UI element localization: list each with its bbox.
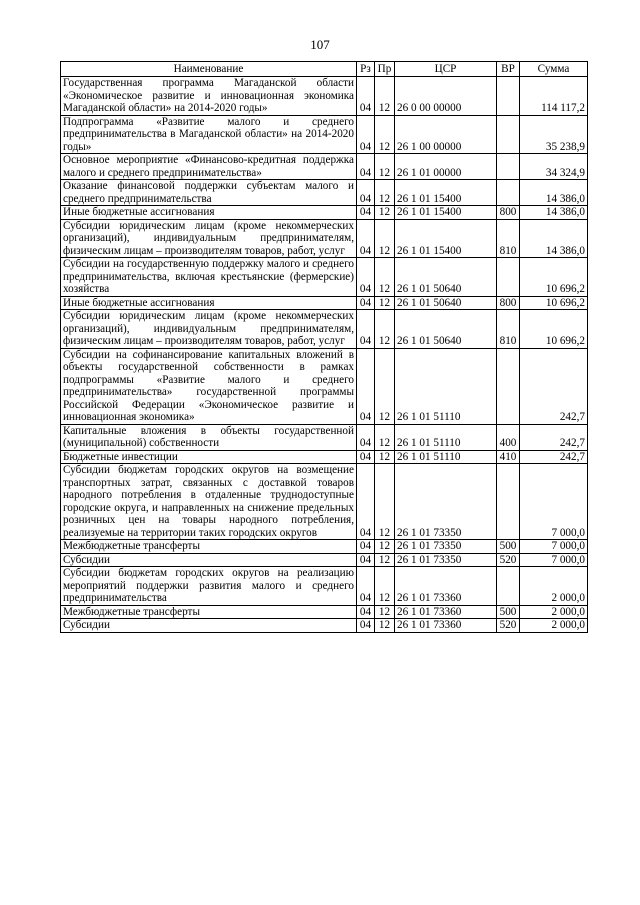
cell-csr: 26 1 01 73350 xyxy=(395,540,497,554)
cell-csr: 26 1 01 51110 xyxy=(395,450,497,464)
cell-sum: 7 000,0 xyxy=(520,553,588,567)
cell-vr: 520 xyxy=(497,553,520,567)
table-row xyxy=(61,348,588,424)
cell-sum: 14 386,0 xyxy=(520,180,588,206)
cell-csr: 26 1 01 73360 xyxy=(395,605,497,619)
cell-name: Подпрограмма «Развитие малого и среднего предпринимательства в Магаданской области» на 2014-2020 годы» xyxy=(61,115,357,154)
cell-sum: 10 696,2 xyxy=(520,258,588,297)
cell-csr: 26 1 01 50640 xyxy=(395,296,497,310)
cell-sum: 14 386,0 xyxy=(520,219,588,258)
cell-rz: 04 xyxy=(357,115,375,154)
column-header-name: Наименование xyxy=(61,62,357,77)
cell-rz: 04 xyxy=(357,206,375,220)
table-row xyxy=(61,258,588,297)
cell-csr: 26 1 01 51110 xyxy=(395,348,497,424)
cell-name: Оказание финансовой поддержки субъектам малого и среднего предпринимательства xyxy=(61,180,357,206)
table-row xyxy=(61,296,588,310)
cell-pr: 12 xyxy=(375,567,395,606)
cell-rz: 04 xyxy=(357,424,375,450)
table-row xyxy=(61,567,588,606)
cell-vr: 520 xyxy=(497,619,520,633)
cell-vr: 810 xyxy=(497,219,520,258)
cell-sum: 7 000,0 xyxy=(520,540,588,554)
table-row xyxy=(61,464,588,540)
cell-name: Основное мероприятие «Финансово-кредитная поддержка малого и среднего предпринимательства» xyxy=(61,154,357,180)
column-header-sum: Сумма xyxy=(520,62,588,77)
table-row xyxy=(61,219,588,258)
cell-csr: 26 1 01 15400 xyxy=(395,219,497,258)
cell-name: Государственная программа Магаданской области «Экономическое развитие и инновационная экономика Магаданской области» на 2014-2020 годы» xyxy=(61,77,357,116)
cell-pr: 12 xyxy=(375,450,395,464)
cell-csr: 26 1 01 73350 xyxy=(395,464,497,540)
cell-sum: 34 324,9 xyxy=(520,154,588,180)
cell-rz: 04 xyxy=(357,310,375,349)
cell-pr: 12 xyxy=(375,424,395,450)
cell-rz: 04 xyxy=(357,180,375,206)
cell-name: Бюджетные инвестиции xyxy=(61,450,357,464)
table-row xyxy=(61,310,588,349)
cell-rz: 04 xyxy=(357,619,375,633)
cell-name: Субсидии бюджетам городских округов на реализацию мероприятий поддержки развития малого и среднего предпринимательства xyxy=(61,567,357,606)
table-row xyxy=(61,605,588,619)
cell-csr: 26 1 01 51110 xyxy=(395,424,497,450)
cell-sum: 14 386,0 xyxy=(520,206,588,220)
table-row xyxy=(61,450,588,464)
cell-rz: 04 xyxy=(357,77,375,116)
cell-sum: 2 000,0 xyxy=(520,605,588,619)
cell-pr: 12 xyxy=(375,206,395,220)
cell-sum: 7 000,0 xyxy=(520,464,588,540)
cell-vr: 500 xyxy=(497,605,520,619)
cell-sum: 35 238,9 xyxy=(520,115,588,154)
table-header-row xyxy=(61,62,588,77)
cell-pr: 12 xyxy=(375,296,395,310)
cell-sum: 242,7 xyxy=(520,450,588,464)
cell-pr: 12 xyxy=(375,310,395,349)
cell-name: Межбюджетные трансферты xyxy=(61,605,357,619)
cell-vr xyxy=(497,77,520,116)
cell-name: Субсидии бюджетам городских округов на возмещение транспортных затрат, связанных с доставкой товаров народного потребления в отдаленные труднодоступные городские округа, и направленных на снижение предельных розничных цен на товары народного потребления, реализуемые на территории таких городских округов xyxy=(61,464,357,540)
cell-vr xyxy=(497,115,520,154)
column-header-pr: Пр xyxy=(375,62,395,77)
cell-pr: 12 xyxy=(375,619,395,633)
cell-name: Субсидии на софинансирование капитальных вложений в объекты государственной собственности в рамках подпрограммы «Развитие малого и среднего предпринимательства» государственной программы Российской Федерации «Экономическое развитие и инновационная экономика» xyxy=(61,348,357,424)
budget-table xyxy=(60,61,588,633)
cell-pr: 12 xyxy=(375,77,395,116)
cell-sum: 2 000,0 xyxy=(520,567,588,606)
table-row xyxy=(61,115,588,154)
cell-rz: 04 xyxy=(357,154,375,180)
cell-rz: 04 xyxy=(357,450,375,464)
cell-rz: 04 xyxy=(357,553,375,567)
cell-rz: 04 xyxy=(357,258,375,297)
cell-rz: 04 xyxy=(357,348,375,424)
page-number: 107 xyxy=(310,37,330,52)
cell-vr xyxy=(497,258,520,297)
table-row xyxy=(61,77,588,116)
cell-rz: 04 xyxy=(357,219,375,258)
cell-pr: 12 xyxy=(375,605,395,619)
cell-csr: 26 1 01 15400 xyxy=(395,180,497,206)
table-row xyxy=(61,540,588,554)
cell-csr: 26 1 01 50640 xyxy=(395,310,497,349)
cell-name: Субсидии юридическим лицам (кроме некоммерческих организаций), индивидуальным предпринимателям, физическим лицам – производителям товаров, работ, услуг xyxy=(61,219,357,258)
cell-pr: 12 xyxy=(375,464,395,540)
cell-sum: 10 696,2 xyxy=(520,296,588,310)
cell-pr: 12 xyxy=(375,154,395,180)
table-body xyxy=(61,77,588,633)
cell-pr: 12 xyxy=(375,348,395,424)
cell-rz: 04 xyxy=(357,567,375,606)
cell-rz: 04 xyxy=(357,296,375,310)
cell-sum: 242,7 xyxy=(520,424,588,450)
cell-pr: 12 xyxy=(375,115,395,154)
column-header-vr: ВР xyxy=(497,62,520,77)
cell-sum: 242,7 xyxy=(520,348,588,424)
cell-csr: 26 1 01 00000 xyxy=(395,154,497,180)
cell-sum: 2 000,0 xyxy=(520,619,588,633)
cell-vr: 410 xyxy=(497,450,520,464)
cell-pr: 12 xyxy=(375,540,395,554)
cell-vr: 400 xyxy=(497,424,520,450)
table-row xyxy=(61,180,588,206)
table-row xyxy=(61,206,588,220)
cell-name: Субсидии на государственную поддержку малого и среднего предпринимательства, включая крестьянские (фермерские) хозяйства xyxy=(61,258,357,297)
table-row xyxy=(61,619,588,633)
cell-csr: 26 1 01 15400 xyxy=(395,206,497,220)
cell-csr: 26 1 00 00000 xyxy=(395,115,497,154)
cell-csr: 26 1 01 73360 xyxy=(395,567,497,606)
cell-pr: 12 xyxy=(375,219,395,258)
cell-sum: 114 117,2 xyxy=(520,77,588,116)
column-header-rz: Рз xyxy=(357,62,375,77)
cell-vr: 800 xyxy=(497,206,520,220)
table-row xyxy=(61,553,588,567)
cell-csr: 26 1 01 50640 xyxy=(395,258,497,297)
column-header-csr: ЦСР xyxy=(395,62,497,77)
cell-vr xyxy=(497,180,520,206)
cell-name: Субсидии xyxy=(61,619,357,633)
cell-sum: 10 696,2 xyxy=(520,310,588,349)
cell-csr: 26 1 01 73350 xyxy=(395,553,497,567)
cell-pr: 12 xyxy=(375,258,395,297)
cell-vr xyxy=(497,567,520,606)
cell-name: Иные бюджетные ассигнования xyxy=(61,296,357,310)
cell-name: Иные бюджетные ассигнования xyxy=(61,206,357,220)
cell-rz: 04 xyxy=(357,605,375,619)
cell-name: Межбюджетные трансферты xyxy=(61,540,357,554)
cell-csr: 26 0 00 00000 xyxy=(395,77,497,116)
cell-csr: 26 1 01 73360 xyxy=(395,619,497,633)
cell-pr: 12 xyxy=(375,553,395,567)
cell-vr xyxy=(497,154,520,180)
cell-vr: 500 xyxy=(497,540,520,554)
cell-name: Субсидии юридическим лицам (кроме некоммерческих организаций), индивидуальным предпринимателям, физическим лицам – производителям товаров, работ, услуг xyxy=(61,310,357,349)
cell-vr xyxy=(497,464,520,540)
cell-name: Капитальные вложения в объекты государственной (муниципальной) собственности xyxy=(61,424,357,450)
cell-pr: 12 xyxy=(375,180,395,206)
cell-vr xyxy=(497,348,520,424)
cell-vr: 810 xyxy=(497,310,520,349)
cell-vr: 800 xyxy=(497,296,520,310)
cell-name: Субсидии xyxy=(61,553,357,567)
cell-rz: 04 xyxy=(357,464,375,540)
cell-rz: 04 xyxy=(357,540,375,554)
table-row xyxy=(61,424,588,450)
table-row xyxy=(61,154,588,180)
